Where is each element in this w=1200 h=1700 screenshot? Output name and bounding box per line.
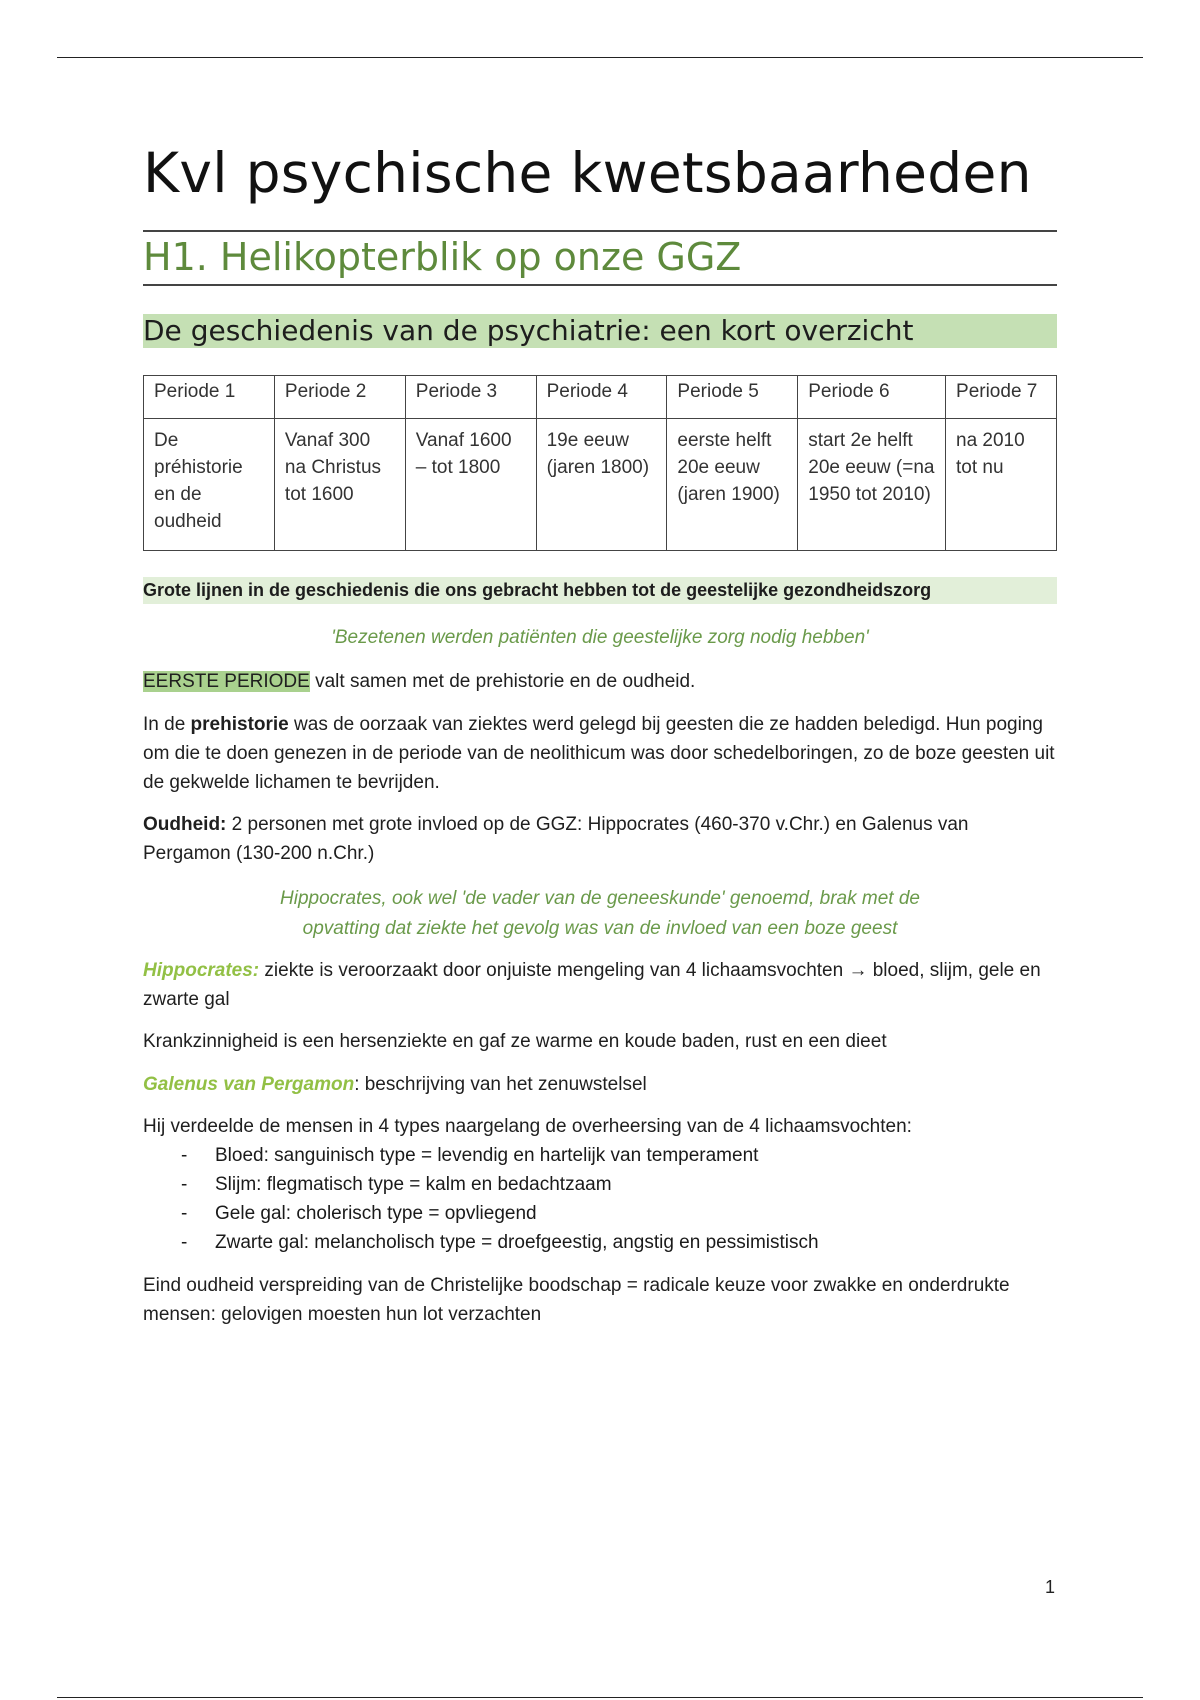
table-header-row [144, 376, 1057, 419]
period-table [143, 375, 1057, 551]
paragraph-krankzinnigheid: Krankzinnigheid is een hersenziekte en gaf ze warme en koude baden, rust en een dieet [143, 1031, 887, 1052]
paragraph-first-period [143, 667, 1057, 696]
document-title: Kvl psychische kwetsbaarheden [143, 141, 1032, 205]
highlight-name: Hippocrates: [143, 960, 260, 981]
table-header-cell: Periode 5 [667, 376, 798, 419]
list-item: - Gele gal: cholerisch type = opvliegend [181, 1203, 537, 1224]
section-heading: De geschiedenis van de psychiatrie: een kort overzicht [143, 314, 914, 347]
document-page [143, 140, 1057, 1329]
table-cell: De préhistorie en de oudheid [144, 419, 275, 551]
list-item-text: Bloed: sanguinisch type = levendig en hartelijk van temperament [215, 1145, 759, 1166]
footer-rule [57, 1697, 1143, 1698]
table-cell: Vanaf 1600 – tot 1800 [405, 419, 536, 551]
table-header-cell: Periode 7 [946, 376, 1057, 419]
header-rule [57, 57, 1143, 58]
list-item: - Slijm: flegmatisch type = kalm en bedachtzaam [181, 1174, 612, 1195]
highlight-name: Galenus van Pergamon [143, 1074, 355, 1095]
table-cell: start 2e helft 20e eeuw (=na 1950 tot 2010) [798, 419, 946, 551]
table-row [144, 419, 1057, 551]
table-header-cell: Periode 1 [144, 376, 275, 419]
types-list [143, 1141, 1057, 1257]
paragraph-text: ziekte is veroorzaakt door onjuiste mengeling van 4 lichaamsvochten → bloed, slijm, gele en zwarte gal [143, 960, 1041, 1010]
bold-term: Oudheid: [143, 814, 227, 835]
table-header-cell: Periode 3 [405, 376, 536, 419]
list-item-text: Gele gal: cholerisch type = opvliegend [215, 1203, 537, 1224]
table-cell: na 2010 tot nu [946, 419, 1057, 551]
paragraph-prehistorie [143, 710, 1057, 797]
paragraph-text: : beschrijving van het zenuwstelsel [354, 1074, 647, 1095]
page-number: 1 [1045, 1577, 1056, 1597]
list-item: - Zwarte gal: melancholisch type = droefgeestig, angstig en pessimistisch [181, 1232, 819, 1253]
paragraph-text: valt samen met de prehistorie en de oudheid. [309, 671, 696, 692]
list-item-text: Zwarte gal: melancholisch type = droefgeestig, angstig en pessimistisch [215, 1232, 819, 1253]
paragraph-text: In de [143, 714, 191, 735]
paragraph-galenus [143, 1070, 1057, 1099]
table-header-cell: Periode 4 [536, 376, 667, 419]
paragraph-types-intro: Hij verdeelde de mensen in 4 types naargelang de overheersing van de 4 lichaamsvochten: [143, 1116, 912, 1137]
subsection-heading: Grote lijnen in de geschiedenis die ons gebracht hebben tot de geestelijke gezondheidszorg [143, 577, 1057, 604]
table-cell: eerste helft 20e eeuw (jaren 1900) [667, 419, 798, 551]
quote: 'Bezetenen werden patiënten die geestelijke zorg nodig hebben' [331, 627, 869, 648]
paragraph-text: was de oorzaak van ziektes werd gelegd bij geesten die ze hadden beledigd. Hun poging om die te doen genezen in de periode van de neolithicum was door schedelboringen, zo de boze geesten uit de gekwelde lichamen te bevrijden. [143, 714, 1055, 793]
table-cell: 19e eeuw (jaren 1800) [536, 419, 667, 551]
chapter-heading: H1. Helikopterblik op onze GGZ [143, 235, 742, 279]
list-item: - Bloed: sanguinisch type = levendig en hartelijk van temperament [181, 1145, 759, 1166]
bold-term: prehistorie [190, 714, 289, 735]
table-cell: Vanaf 300 na Christus tot 1600 [274, 419, 405, 551]
paragraph-hippocrates [143, 956, 1057, 1014]
list-item-text: Slijm: flegmatisch type = kalm en bedachtzaam [215, 1174, 612, 1195]
paragraph-eind-oudheid: Eind oudheid verspreiding van de Christelijke boodschap = radicale keuze voor zwakke en onderdrukte mensen: gelovigen moesten hun lot verzachten [143, 1275, 1010, 1325]
highlight-label: EERSTE PERIODE [143, 671, 310, 692]
section-heading-band [143, 314, 1057, 348]
table-header-cell: Periode 2 [274, 376, 405, 419]
chapter-heading-box [143, 230, 1057, 286]
quote: Hippocrates, ook wel 'de vader van de geneeskunde' genoemd, brak met de opvatting dat ziekte het gevolg was van de invloed van een boze geest [280, 888, 920, 939]
paragraph-text: 2 personen met grote invloed op de GGZ: Hippocrates (460-370 v.Chr.) en Galenus van Pergamon (130-200 n.Chr.) [143, 814, 969, 864]
table-header-cell: Periode 6 [798, 376, 946, 419]
paragraph-oudheid [143, 810, 1057, 868]
